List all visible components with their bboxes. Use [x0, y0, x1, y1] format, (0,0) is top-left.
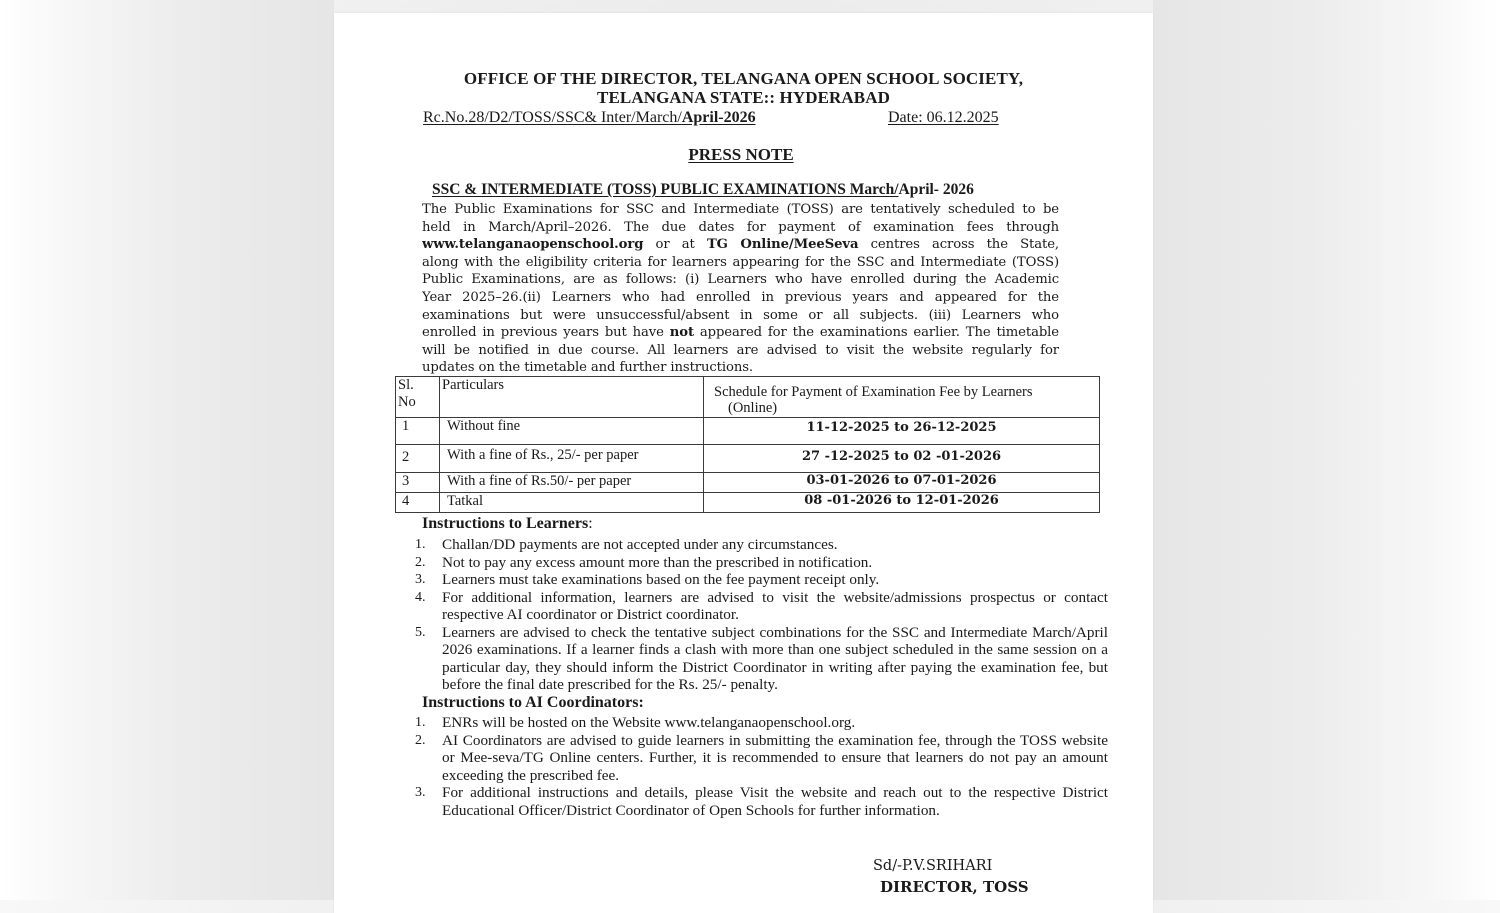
cell-schedule: 03-01-2026 to 07-01-2026: [704, 473, 1100, 493]
intro-paragraph: [422, 201, 1059, 377]
press-note-title: PRESS NOTE: [688, 145, 794, 164]
header-sl-no: Sl. No: [396, 377, 440, 418]
not-emphasis: not: [669, 325, 694, 341]
list-item: 2. AI Coordinators are advised to guide learners in submitting the examination fee, through the TOSS website or Mee-seva/TG Online centers. Further, it is recommended to ensure that learners do not pay an amount exceeding the prescribed fee.: [415, 731, 1108, 784]
header-schedule: Schedule for Payment of Examination Fee by Learners (Online): [704, 377, 1100, 418]
intro-line: updates on the timetable and further instructions.: [422, 360, 753, 376]
coordinators-instructions-title: Instructions to AI Coordinators:: [422, 694, 644, 711]
cell-particulars: Without fine: [440, 418, 704, 445]
exam-subtitle-rest: April- 2026: [898, 181, 974, 198]
learners-instructions-list: [415, 536, 1108, 694]
website-link-text: www.telanganaopenschool.org: [422, 237, 644, 253]
cell-sl-no: 3: [396, 473, 440, 493]
intro-line: examinations but were unsuccessful/absent in some or all subjects. (iii) Learners who: [422, 307, 1059, 323]
table-row: [396, 418, 1100, 445]
tg-online-meeseva-text: TG Online/MeeSeva: [706, 237, 859, 253]
table-row: [396, 445, 1100, 473]
table-row: [396, 493, 1100, 513]
exam-subtitle: [432, 181, 974, 199]
cell-sl-no: 2: [396, 445, 440, 473]
fee-schedule-table: [395, 376, 1100, 513]
reference-number-prefix: Rc.No.28/D2/TOSS/SSC& Inter/March/: [423, 109, 682, 126]
header-particulars: Particulars: [440, 377, 704, 418]
intro-line: Year 2025–26.(ii) Learners who had enrolled in previous years and appeared for the: [422, 289, 1059, 305]
exam-subtitle-underlined: SSC & INTERMEDIATE (TOSS) PUBLIC EXAMINATIONS March/: [432, 181, 899, 198]
list-item: 3. Learners must take examinations based on the fee payment receipt only.: [415, 571, 880, 588]
document-date: Date: 06.12.2025: [888, 109, 999, 126]
list-item: 2. Not to pay any excess amount more than the prescribed in notification.: [415, 553, 873, 571]
cell-schedule: 08 -01-2026 to 12-01-2026: [704, 493, 1100, 513]
intro-line: held in March/April–2026. The due dates for payment of examination fees through: [422, 219, 1059, 235]
list-item: 4. For additional information, learners are advised to visit the website/admissions prospectus or contact respective AI coordinator or District coordinator.: [415, 588, 1108, 623]
intro-line: The Public Examinations for SSC and Intermediate (TOSS) are tentatively scheduled to be: [422, 202, 1059, 217]
intro-line: Public Examinations, are as follows: (i) Learners who have enrolled during the Academic: [422, 272, 1059, 288]
coordinators-instructions-list: [415, 714, 1108, 819]
signatory-designation: DIRECTOR, TOSS: [880, 878, 1029, 896]
table-header-row: [396, 377, 1100, 418]
intro-line: www.telanganaopenschool.org or at TG Online/MeeSeva centres across the State,: [422, 237, 1059, 253]
cell-particulars: With a fine of Rs., 25/- per paper: [440, 445, 704, 473]
press-note-document: [334, 13, 1153, 913]
cell-sl-no: 1: [396, 418, 440, 445]
cell-particulars: Tatkal: [440, 493, 704, 513]
signatory-name: Sd/-P.V.SRIHARI: [873, 858, 993, 874]
reference-number-suffix: April-2026: [681, 109, 756, 126]
list-item: 1. Challan/DD payments are not accepted under any circumstances.: [415, 536, 838, 553]
cell-sl-no: 4: [396, 493, 440, 513]
blurred-background-right: [1153, 0, 1500, 900]
cell-schedule: 11-12-2025 to 26-12-2025: [704, 418, 1100, 445]
list-item: 3. For additional instructions and details, please Visit the website and reach out to the respective District Educational Officer/District Coordinator of Open Schools for further information.: [415, 784, 1108, 819]
intro-line: enrolled in previous years but have not appeared for the examinations earlier. The timetable: [422, 325, 1059, 341]
office-header-line2: TELANGANA STATE:: HYDERABAD: [597, 88, 890, 107]
cell-schedule: 27 -12-2025 to 02 -01-2026: [704, 445, 1100, 473]
table-row: [396, 473, 1100, 493]
list-item: 5. Learners are advised to check the tentative subject combinations for the SSC and Intermediate March/April 2026 examinations. If a learner finds a clash with more than one subject scheduled in the same session on a particular day, they should inform the District Coordinator in writing after paying the examination fee, but before the final date prescribed for the Rs. 25/- penalty.: [415, 623, 1108, 693]
list-item: 1. ENRs will be hosted on the Website www.telanganaopenschool.org.: [415, 714, 856, 731]
cell-particulars: With a fine of Rs.50/- per paper: [440, 473, 704, 493]
intro-line: will be notified in due course. All learners are advised to visit the website regularly for: [422, 342, 1059, 358]
blurred-background-left: [0, 0, 334, 900]
learners-instructions-title: Instructions to Learners:: [422, 515, 593, 532]
reference-number: [423, 109, 756, 127]
intro-line: along with the eligibility criteria for learners appearing for the SSC and Intermediate (TOSS): [422, 254, 1059, 270]
office-header-line1: OFFICE OF THE DIRECTOR, TELANGANA OPEN SCHOOL SOCIETY,: [463, 69, 1024, 88]
